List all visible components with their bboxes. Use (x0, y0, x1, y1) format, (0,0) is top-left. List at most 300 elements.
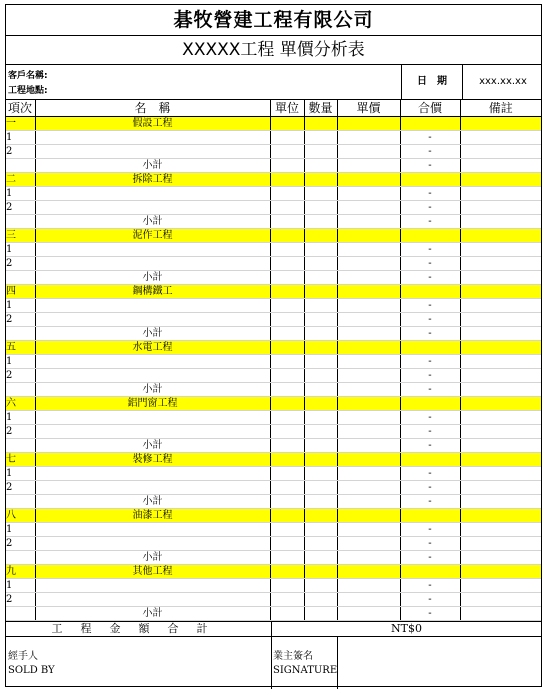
item-number: 1 (6, 355, 35, 369)
amount-cell: - (400, 131, 460, 145)
unit-cell (270, 271, 304, 285)
remarks-cell (460, 439, 541, 453)
subtotal-row (6, 271, 541, 285)
quantity-cell (304, 509, 337, 523)
item-number (6, 607, 35, 621)
item-number: 2 (6, 201, 35, 215)
unit-price-cell (337, 411, 400, 425)
amount-cell: - (400, 607, 460, 621)
unit-cell (270, 355, 304, 369)
divider (337, 637, 338, 689)
amount-cell (400, 173, 460, 187)
item-number (6, 383, 35, 397)
unit-price-cell (337, 425, 400, 439)
unit-price-cell (337, 397, 400, 411)
unit-cell (270, 397, 304, 411)
item-name (35, 201, 270, 215)
quantity-cell (304, 257, 337, 271)
amount-cell: - (400, 271, 460, 285)
quantity-cell (304, 523, 337, 537)
unit-price-cell (337, 565, 400, 579)
section-name: 鋼構鐵工 (35, 285, 270, 299)
quantity-cell (304, 593, 337, 607)
section-number: 三 (6, 229, 35, 243)
quantity-cell (304, 355, 337, 369)
quantity-cell (304, 201, 337, 215)
amount-cell: - (400, 355, 460, 369)
item-name (35, 411, 270, 425)
quantity-cell (304, 145, 337, 159)
item-number: 2 (6, 257, 35, 271)
remarks-cell (460, 257, 541, 271)
item-name (35, 243, 270, 257)
amount-cell: - (400, 215, 460, 229)
unit-cell (270, 201, 304, 215)
item-name (35, 467, 270, 481)
col-header-index: 項次 (6, 100, 35, 117)
amount-cell (400, 509, 460, 523)
subtotal-row (6, 439, 541, 453)
amount-cell: - (400, 159, 460, 173)
remarks-cell (460, 481, 541, 495)
subtotal-row (6, 215, 541, 229)
amount-cell (400, 341, 460, 355)
amount-cell: - (400, 313, 460, 327)
unit-cell (270, 327, 304, 341)
table-row (6, 369, 541, 383)
quantity-cell (304, 327, 337, 341)
total-value: NT$0 (391, 622, 422, 635)
quantity-cell (304, 383, 337, 397)
amount-cell: - (400, 411, 460, 425)
item-number: 2 (6, 145, 35, 159)
item-number: 2 (6, 593, 35, 607)
unit-cell (270, 131, 304, 145)
signature-label-cn: 業主簽名 (273, 651, 313, 662)
amount-cell: - (400, 425, 460, 439)
unit-cell (270, 341, 304, 355)
subtotal-row (6, 607, 541, 621)
quantity-cell (304, 537, 337, 551)
section-name: 水電工程 (35, 341, 270, 355)
section-number: 七 (6, 453, 35, 467)
item-number: 1 (6, 467, 35, 481)
table-row (6, 593, 541, 607)
remarks-cell (460, 229, 541, 243)
remarks-cell (460, 467, 541, 481)
unit-price-cell (337, 355, 400, 369)
table-row (6, 523, 541, 537)
unit-cell (270, 145, 304, 159)
item-number (6, 327, 35, 341)
remarks-cell (460, 397, 541, 411)
amount-cell: - (400, 383, 460, 397)
info-row (6, 65, 541, 100)
item-number: 2 (6, 537, 35, 551)
subtotal-row (6, 383, 541, 397)
date-value: xxx.xx.xx (479, 76, 527, 87)
section-row (6, 117, 541, 131)
unit-price-cell (337, 439, 400, 453)
unit-cell (270, 579, 304, 593)
item-number (6, 159, 35, 173)
quantity-cell (304, 467, 337, 481)
unit-cell (270, 593, 304, 607)
unit-cell (270, 369, 304, 383)
unit-cell (270, 299, 304, 313)
item-name (35, 425, 270, 439)
amount-cell: - (400, 243, 460, 257)
section-number: 五 (6, 341, 35, 355)
signature-row (6, 637, 541, 689)
items-table-body (6, 100, 541, 621)
subtotal-label: 小計 (35, 607, 270, 621)
section-number: 四 (6, 285, 35, 299)
remarks-cell (460, 495, 541, 509)
quantity-cell (304, 299, 337, 313)
remarks-cell (460, 369, 541, 383)
item-number: 1 (6, 579, 35, 593)
company-name: 碁牧營建工程有限公司 (6, 5, 541, 36)
quantity-cell (304, 565, 337, 579)
unit-price-cell (337, 229, 400, 243)
subtotal-label: 小計 (35, 439, 270, 453)
unit-cell (270, 257, 304, 271)
quantity-cell (304, 131, 337, 145)
unit-cell (270, 187, 304, 201)
table-row (6, 201, 541, 215)
quantity-cell (304, 425, 337, 439)
table-header (6, 100, 541, 117)
total-label: 工程金額合計 (51, 622, 226, 635)
unit-cell (270, 215, 304, 229)
quantity-cell (304, 187, 337, 201)
section-name: 其他工程 (35, 565, 270, 579)
item-number: 2 (6, 425, 35, 439)
subtotal-label: 小計 (35, 159, 270, 173)
item-name (35, 145, 270, 159)
item-name (35, 299, 270, 313)
section-name: 油漆工程 (35, 509, 270, 523)
unit-cell (270, 243, 304, 257)
unit-price-cell (337, 481, 400, 495)
section-row (6, 173, 541, 187)
subtotal-label: 小計 (35, 495, 270, 509)
unit-cell (270, 551, 304, 565)
amount-cell: - (400, 369, 460, 383)
unit-price-cell (337, 243, 400, 257)
unit-cell (270, 565, 304, 579)
subtotal-row (6, 495, 541, 509)
quantity-cell (304, 453, 337, 467)
subtotal-label: 小計 (35, 383, 270, 397)
item-name (35, 481, 270, 495)
amount-cell: - (400, 537, 460, 551)
remarks-cell (460, 411, 541, 425)
remarks-cell (460, 355, 541, 369)
unit-cell (270, 453, 304, 467)
item-name (35, 187, 270, 201)
subtotal-row (6, 327, 541, 341)
sold-by-label-en: SOLD BY (8, 665, 55, 676)
amount-cell: - (400, 593, 460, 607)
remarks-cell (460, 523, 541, 537)
subtotal-label: 小計 (35, 271, 270, 285)
remarks-cell (460, 607, 541, 621)
unit-price-cell (337, 467, 400, 481)
remarks-cell (460, 271, 541, 285)
unit-cell (270, 173, 304, 187)
section-row (6, 341, 541, 355)
unit-cell (270, 607, 304, 621)
amount-cell: - (400, 299, 460, 313)
remarks-cell (460, 173, 541, 187)
unit-price-cell (337, 299, 400, 313)
amount-cell: - (400, 257, 460, 271)
remarks-cell (460, 579, 541, 593)
item-number (6, 439, 35, 453)
remarks-cell (460, 327, 541, 341)
unit-cell (270, 117, 304, 131)
unit-cell (270, 159, 304, 173)
quantity-cell (304, 411, 337, 425)
unit-price-cell (337, 369, 400, 383)
unit-price-cell (337, 593, 400, 607)
item-number: 1 (6, 187, 35, 201)
unit-price-cell (337, 579, 400, 593)
unit-price-cell (337, 173, 400, 187)
unit-price-cell (337, 117, 400, 131)
item-name (35, 579, 270, 593)
amount-cell (400, 229, 460, 243)
unit-price-cell (337, 383, 400, 397)
table-row (6, 257, 541, 271)
section-row (6, 285, 541, 299)
unit-price-cell (337, 523, 400, 537)
amount-cell: - (400, 523, 460, 537)
item-number: 1 (6, 523, 35, 537)
sold-by-label-cn: 經手人 (8, 651, 38, 662)
unit-cell (270, 383, 304, 397)
remarks-cell (460, 537, 541, 551)
item-number (6, 215, 35, 229)
unit-price-cell (337, 131, 400, 145)
quantity-cell (304, 215, 337, 229)
item-name (35, 369, 270, 383)
col-header-amount: 合價 (400, 100, 460, 117)
quantity-cell (304, 285, 337, 299)
table-row (6, 579, 541, 593)
table-row (6, 243, 541, 257)
unit-price-cell (337, 341, 400, 355)
item-number: 1 (6, 411, 35, 425)
item-number: 2 (6, 313, 35, 327)
quantity-cell (304, 579, 337, 593)
table-row (6, 425, 541, 439)
remarks-cell (460, 145, 541, 159)
remarks-cell (460, 509, 541, 523)
quantity-cell (304, 607, 337, 621)
unit-price-cell (337, 551, 400, 565)
amount-cell: - (400, 551, 460, 565)
col-header-unit: 單位 (270, 100, 304, 117)
unit-cell (270, 523, 304, 537)
table-row (6, 411, 541, 425)
unit-price-cell (337, 607, 400, 621)
item-number: 2 (6, 369, 35, 383)
quantity-cell (304, 341, 337, 355)
unit-price-cell (337, 145, 400, 159)
unit-price-cell (337, 159, 400, 173)
unit-cell (270, 481, 304, 495)
signature-box (273, 650, 337, 678)
section-number: 九 (6, 565, 35, 579)
date-label: 日 期 (417, 76, 447, 87)
unit-cell (270, 467, 304, 481)
quantity-cell (304, 243, 337, 257)
amount-cell (400, 397, 460, 411)
unit-price-cell (337, 187, 400, 201)
subtotal-row (6, 159, 541, 173)
unit-cell (270, 537, 304, 551)
amount-cell: - (400, 145, 460, 159)
quantity-cell (304, 159, 337, 173)
table-row (6, 481, 541, 495)
item-number: 1 (6, 299, 35, 313)
unit-price-cell (337, 285, 400, 299)
quantity-cell (304, 229, 337, 243)
item-name (35, 537, 270, 551)
section-number: 一 (6, 117, 35, 131)
amount-cell: - (400, 495, 460, 509)
unit-cell (270, 229, 304, 243)
quantity-cell (304, 173, 337, 187)
remarks-cell (460, 425, 541, 439)
quantity-cell (304, 439, 337, 453)
unit-price-cell (337, 201, 400, 215)
remarks-cell (460, 299, 541, 313)
col-header-name: 名 稱 (35, 100, 270, 117)
amount-cell: - (400, 481, 460, 495)
remarks-cell (460, 159, 541, 173)
quantity-cell (304, 397, 337, 411)
unit-cell (270, 313, 304, 327)
remarks-cell (460, 341, 541, 355)
subtotal-row (6, 551, 541, 565)
table-row (6, 187, 541, 201)
amount-cell: - (400, 327, 460, 341)
remarks-cell (460, 187, 541, 201)
section-row (6, 565, 541, 579)
quantity-cell (304, 313, 337, 327)
section-row (6, 453, 541, 467)
table-row (6, 537, 541, 551)
subtotal-label: 小計 (35, 327, 270, 341)
remarks-cell (460, 453, 541, 467)
unit-price-cell (337, 271, 400, 285)
amount-cell: - (400, 467, 460, 481)
quantity-cell (304, 551, 337, 565)
remarks-cell (460, 551, 541, 565)
remarks-cell (460, 285, 541, 299)
amount-cell (400, 117, 460, 131)
item-name (35, 593, 270, 607)
item-number (6, 551, 35, 565)
subtotal-label: 小計 (35, 551, 270, 565)
item-name (35, 257, 270, 271)
quantity-cell (304, 495, 337, 509)
unit-cell (270, 495, 304, 509)
unit-cell (270, 411, 304, 425)
unit-price-cell (337, 313, 400, 327)
table-row (6, 145, 541, 159)
section-number: 八 (6, 509, 35, 523)
amount-cell: - (400, 187, 460, 201)
signature-label-en: SIGNATURE (273, 665, 338, 676)
col-header-remarks: 備註 (460, 100, 541, 117)
quantity-cell (304, 369, 337, 383)
section-row (6, 509, 541, 523)
remarks-cell (460, 117, 541, 131)
unit-cell (270, 285, 304, 299)
divider (271, 637, 272, 689)
section-number: 二 (6, 173, 35, 187)
items-table (6, 100, 541, 621)
item-number (6, 271, 35, 285)
item-number (6, 495, 35, 509)
unit-cell (270, 425, 304, 439)
site-label: 工程地點: (8, 86, 48, 96)
unit-price-cell (337, 257, 400, 271)
section-name: 泥作工程 (35, 229, 270, 243)
amount-cell: - (400, 439, 460, 453)
quantity-cell (304, 271, 337, 285)
amount-cell (400, 453, 460, 467)
remarks-cell (460, 243, 541, 257)
amount-cell (400, 565, 460, 579)
quantity-cell (304, 117, 337, 131)
section-number: 六 (6, 397, 35, 411)
item-name (35, 131, 270, 145)
document-title: XXXXX工程 單價分析表 (6, 36, 541, 65)
amount-cell (400, 285, 460, 299)
table-row (6, 299, 541, 313)
amount-cell: - (400, 579, 460, 593)
amount-cell: - (400, 201, 460, 215)
item-name (35, 523, 270, 537)
item-number: 2 (6, 481, 35, 495)
section-name: 拆除工程 (35, 173, 270, 187)
item-number: 1 (6, 131, 35, 145)
remarks-cell (460, 201, 541, 215)
unit-cell (270, 439, 304, 453)
table-row (6, 467, 541, 481)
unit-price-cell (337, 453, 400, 467)
unit-cell (270, 509, 304, 523)
table-row (6, 355, 541, 369)
section-row (6, 229, 541, 243)
unit-price-cell (337, 495, 400, 509)
unit-price-cell (337, 327, 400, 341)
client-label: 客戶名稱: (8, 71, 48, 81)
section-row (6, 397, 541, 411)
col-header-unit-price: 單價 (337, 100, 400, 117)
col-header-quantity: 數量 (304, 100, 337, 117)
unit-price-cell (337, 537, 400, 551)
remarks-cell (460, 131, 541, 145)
section-name: 假設工程 (35, 117, 270, 131)
quotation-sheet (5, 4, 542, 687)
